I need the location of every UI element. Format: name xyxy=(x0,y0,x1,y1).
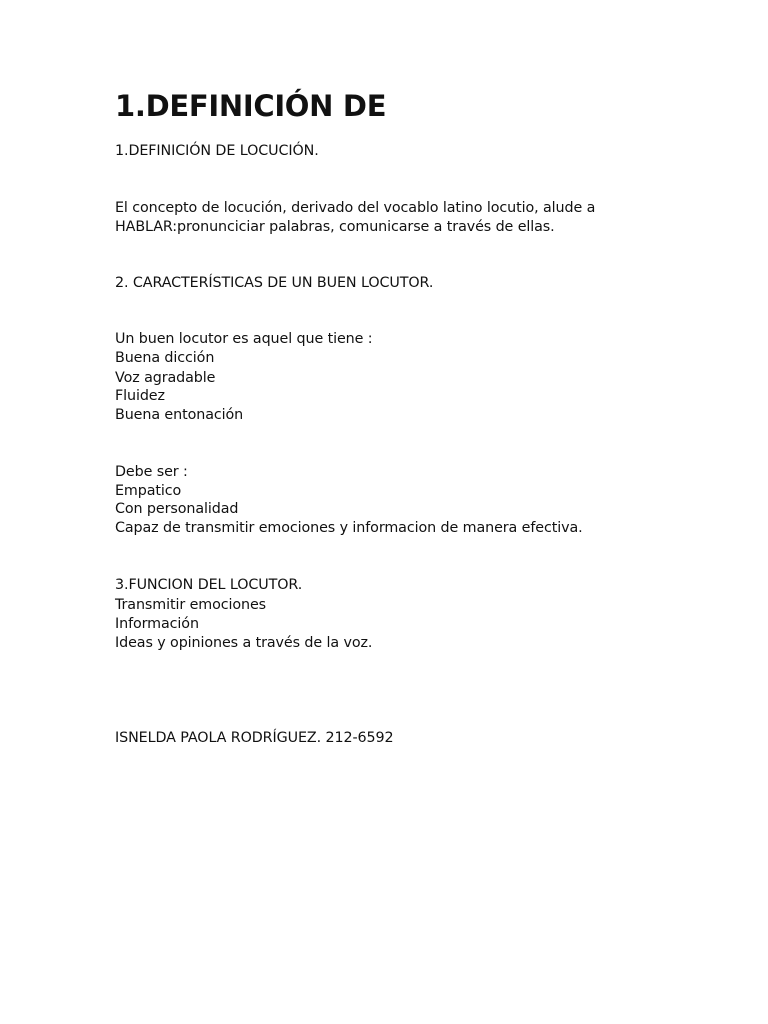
page-title: 1.DEFINICIÓN DE xyxy=(115,89,387,123)
must-be-item: Capaz de transmitir emociones y informacion de manera efectiva. xyxy=(115,520,583,536)
section-1-paragraph-line-2: HABLAR:pronunciciar palabras, comunicarse a través de ellas. xyxy=(115,219,555,235)
section-1-paragraph-line-1: El concepto de locución, derivado del vocablo latino locutio, alude a xyxy=(115,200,596,216)
quality-item: Voz agradable xyxy=(115,370,216,386)
must-be-item: Con personalidad xyxy=(115,501,239,517)
section-2-intro: Un buen locutor es aquel que tiene : xyxy=(115,331,373,347)
must-be-item: Empatico xyxy=(115,483,182,499)
quality-item: Fluidez xyxy=(115,388,165,404)
section-3-heading: 3.FUNCION DEL LOCUTOR. xyxy=(115,577,303,593)
function-item: Ideas y opiniones a través de la voz. xyxy=(115,635,373,651)
must-be-intro: Debe ser : xyxy=(115,464,188,480)
quality-item: Buena dicción xyxy=(115,350,215,366)
section-1-heading: 1.DEFINICIÓN DE LOCUCIÓN. xyxy=(115,143,319,159)
function-item: Información xyxy=(115,616,199,632)
section-2-heading: 2. CARACTERÍSTICAS DE UN BUEN LOCUTOR. xyxy=(115,275,434,291)
author-signature: ISNELDA PAOLA RODRÍGUEZ. 212-6592 xyxy=(115,730,394,746)
quality-item: Buena entonación xyxy=(115,407,244,423)
function-item: Transmitir emociones xyxy=(115,597,267,613)
